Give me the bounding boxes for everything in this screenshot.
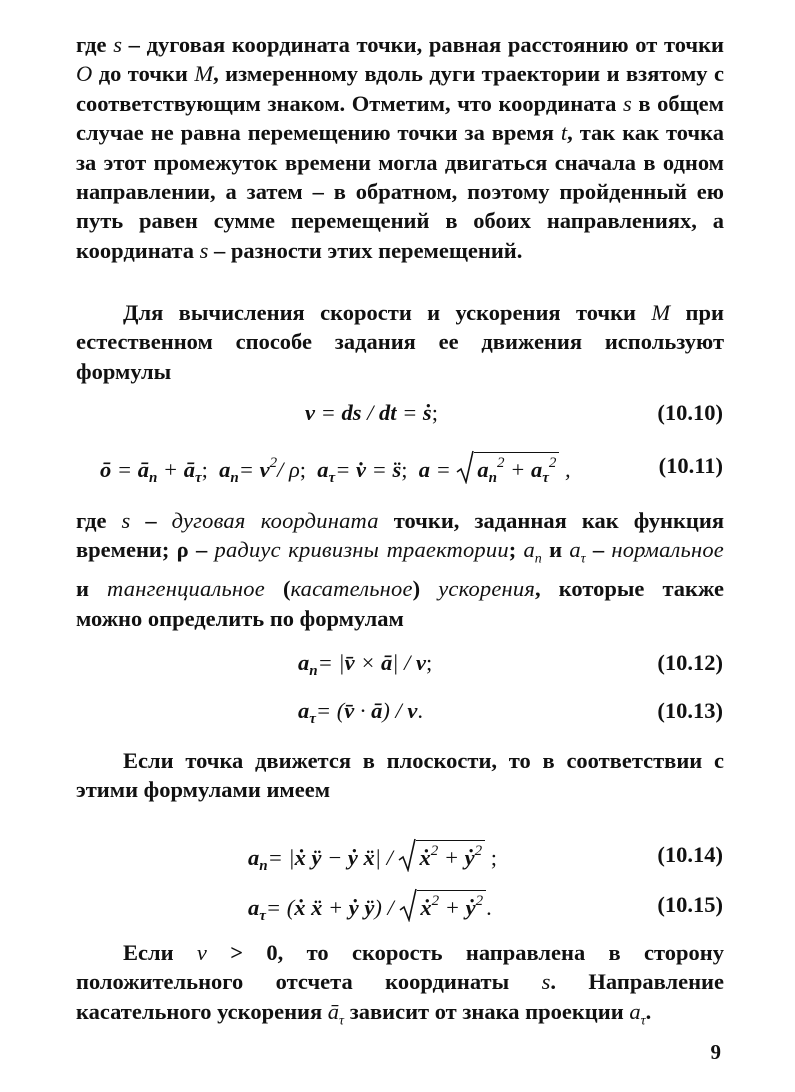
equation-10-13: $a_\tau=$ (v̄ · ā) / v. bbox=[298, 698, 423, 727]
page-number: 9 bbox=[710, 1040, 721, 1064]
equation-10-15: $a_\tau=$ (ẋ ẍ + ẏ ÿ) / ẋ$^2$ + ẏ$^2$ . bbox=[248, 890, 492, 925]
paragraph-arc-coordinate: где s – дуговая координата точки, равная расстоянию от точки O до точки M, измеренному вдоль дуги траектории и взятому с соответствующим знаком. Отметим, что координата s в общем случае не равна перемещению точки за время t, так как точка за этот промежуток времени могла двигаться сначала в одном направлении, а затем – в обратном, поэтому пройденный ею путь равен сумме перемещений в обоих направлениях, а координата s – разности этих перемещений. bbox=[76, 32, 724, 263]
paragraph-plane-motion: Если точка движется в плоскости, то в соответствии с этими формулами имеем bbox=[76, 748, 724, 803]
equation-number-10-12: (10.12) bbox=[657, 650, 723, 675]
equation-10-12: $a_n=$ |v̄ × ā| / v; bbox=[298, 650, 433, 679]
equation-10-10: v = ds / dt = ṡ; bbox=[305, 400, 438, 425]
equation-number-10-14: (10.14) bbox=[657, 842, 723, 867]
equation-10-11: ō = $ā_n$ + $ā_\tau$; $a_n= v^2/$ ρ; $a_\tau=$ v̇ = s̈; a = $a_n^2 + a_\tau^2$ , bbox=[100, 452, 571, 487]
equation-number-10-13: (10.13) bbox=[657, 698, 723, 723]
equation-10-14: $a_n=$ |ẋ ÿ − ẏ ẍ| / ẋ$^2$ + ẏ$^2$ ; bbox=[248, 840, 497, 875]
equation-number-10-10: (10.10) bbox=[657, 400, 723, 425]
equation-number-10-15: (10.15) bbox=[657, 892, 723, 917]
paragraph-velocity-intro: Для вычисления скорости и ускорения точки M при естественном способе задания ее движения используют формулы bbox=[76, 300, 724, 384]
equation-number-10-11: (10.11) bbox=[658, 453, 723, 478]
paragraph-definitions: где s – дуговая координата точки, заданная как функция времени; ρ – радиус кривизны траектории; $a_n$ и $a_\tau$ – нормальное и тангенциальное (касательное) ускорения, которые также можно определить по формулам bbox=[76, 508, 725, 631]
paragraph-direction: Если v > 0, то скорость направлена в сторону положительного отсчета координаты s. Направление касательного ускорения $ā_\tau$ зависит от знака проекции $a_\tau$. bbox=[76, 940, 724, 1029]
